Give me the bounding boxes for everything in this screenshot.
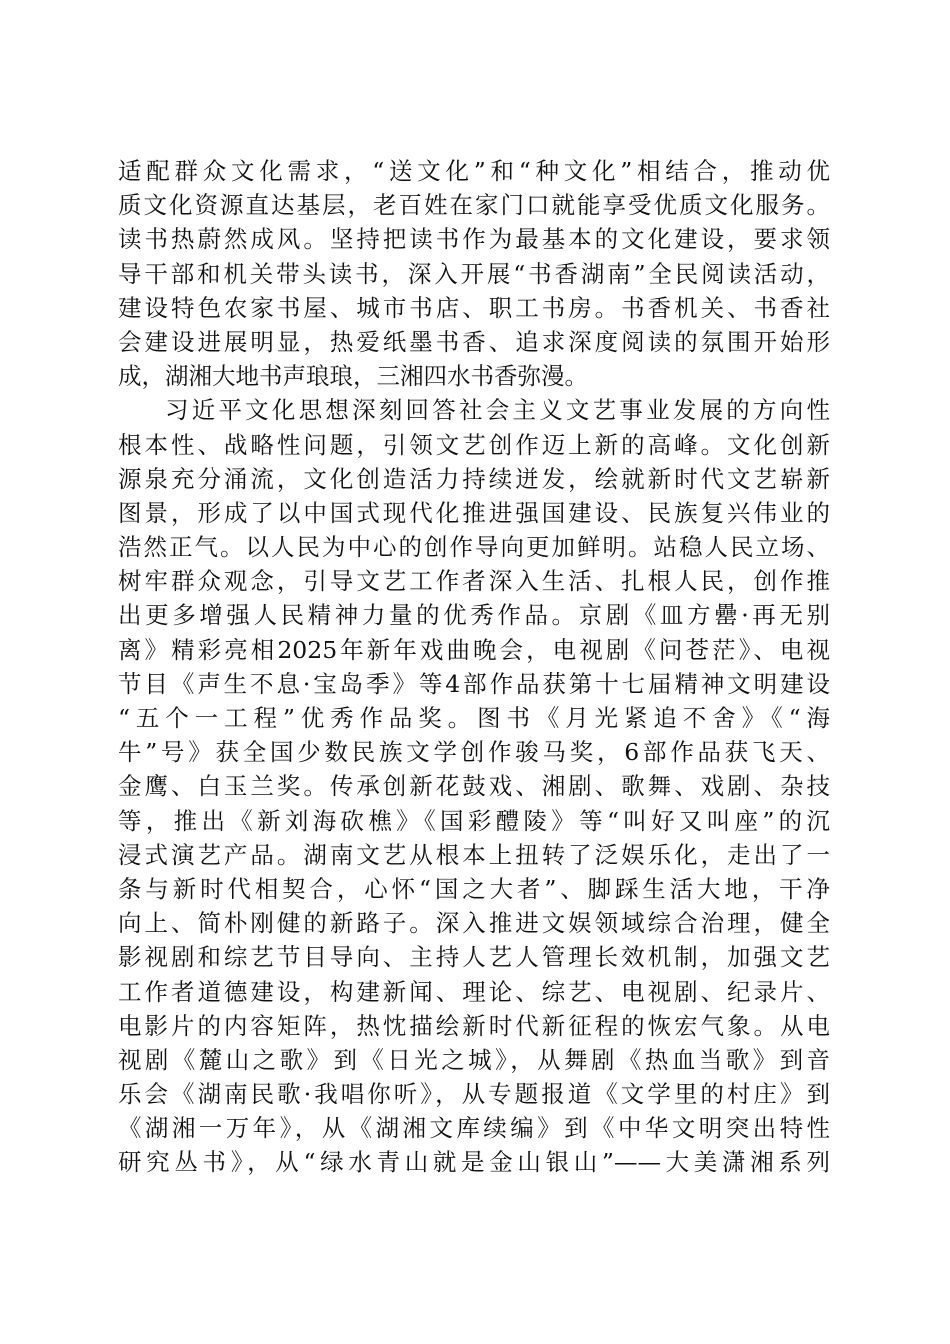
text-line: 电影片的内容矩阵，热忱描绘新时代新征程的恢宏气象。从电 xyxy=(118,1011,830,1040)
text-line: 影视剧和综艺节目导向、主持人艺人管理长效机制，加强文艺 xyxy=(118,943,830,972)
text-line: 离》精彩亮相2025年新年戏曲晚会，电视剧《问苍茫》、电视 xyxy=(118,635,830,664)
text-line: 视剧《麓山之歌》到《日光之城》，从舞剧《热血当歌》到音 xyxy=(118,1045,830,1074)
paragraph xyxy=(118,154,830,393)
text-line: “五个一工程”优秀作品奖。图书《月光紧追不舍》《“海 xyxy=(118,704,830,732)
text-line: 习近平文化思想深刻回答社会主义文艺事业发展的方向性 xyxy=(165,396,830,425)
text-line: 等，推出《新刘海砍樵》《国彩醴陵》等“叫好又叫座”的沉 xyxy=(118,806,830,835)
text-line: 《湖湘一万年》，从《湖湘文库续编》到《中华文明突出特性 xyxy=(118,1114,830,1143)
text-line: 树牢群众观念，引导文艺工作者深入生活、扎根人民，创作推 xyxy=(118,567,830,596)
text-line: 研究丛书》，从“绿水青山就是金山银山”——大美潇湘系列 xyxy=(118,1148,830,1177)
text-line: 适配群众文化需求，“送文化”和“种文化”相结合，推动优 xyxy=(118,157,830,185)
text-line: 金鹰、白玉兰奖。传承创新花鼓戏、湘剧、歌舞、戏剧、杂技 xyxy=(118,772,830,801)
text-line: 读书热蔚然成风。坚持把读书作为最基本的文化建设，要求领 xyxy=(118,225,830,254)
text-line: 浩然正气。以人民为中心的创作导向更加鲜明。站稳人民立场、 xyxy=(118,533,830,562)
text-line: 向上、简朴刚健的新路子。深入推进文娱领域综合治理，健全 xyxy=(118,909,830,938)
text-line: 出更多增强人民精神力量的优秀作品。京剧《皿方罍·再无别 xyxy=(118,601,830,630)
text-line: 节目《声生不息·宝岛季》等4部作品获第十七届精神文明建设 xyxy=(118,669,830,698)
text-line: 根本性、战略性问题，引领文艺创作迈上新的高峰。文化创新 xyxy=(118,430,830,459)
text-line: 牛”号》获全国少数民族文学创作骏马奖，6部作品获飞天、 xyxy=(118,738,830,767)
text-line: 浸式演艺产品。湖南文艺从根本上扭转了泛娱乐化，走出了一 xyxy=(118,840,830,869)
text-line: 乐会《湖南民歌·我唱你听》，从专题报道《文学里的村庄》到 xyxy=(118,1080,830,1109)
text-line: 工作者道德建设，构建新闻、理论、综艺、电视剧、纪录片、 xyxy=(118,977,830,1006)
text-line: 建设特色农家书屋、城市书店、职工书房。书香机关、书香社 xyxy=(118,293,830,322)
text-line: 条与新时代相契合，心怀“国之大者”、脚踩生活大地，干净 xyxy=(118,874,830,903)
paragraph xyxy=(118,393,830,1179)
text-line: 会建设进展明显，热爱纸墨书香、追求深度阅读的氛围开始形 xyxy=(118,327,830,356)
text-line: 源泉充分涌流，文化创造活力持续迸发，绘就新时代文艺崭新 xyxy=(118,464,830,493)
text-line: 质文化资源直达基层，老百姓在家门口就能享受优质文化服务。 xyxy=(118,191,830,220)
text-line: 导干部和机关带头读书，深入开展“书香湖南”全民阅读活动， xyxy=(118,259,830,288)
document-body xyxy=(118,154,830,1180)
text-line: 图景，形成了以中国式现代化推进强国建设、民族复兴伟业的 xyxy=(118,498,830,527)
text-line: 成，湖湘大地书声琅琅，三湘四水书香弥漫。 xyxy=(118,362,588,391)
